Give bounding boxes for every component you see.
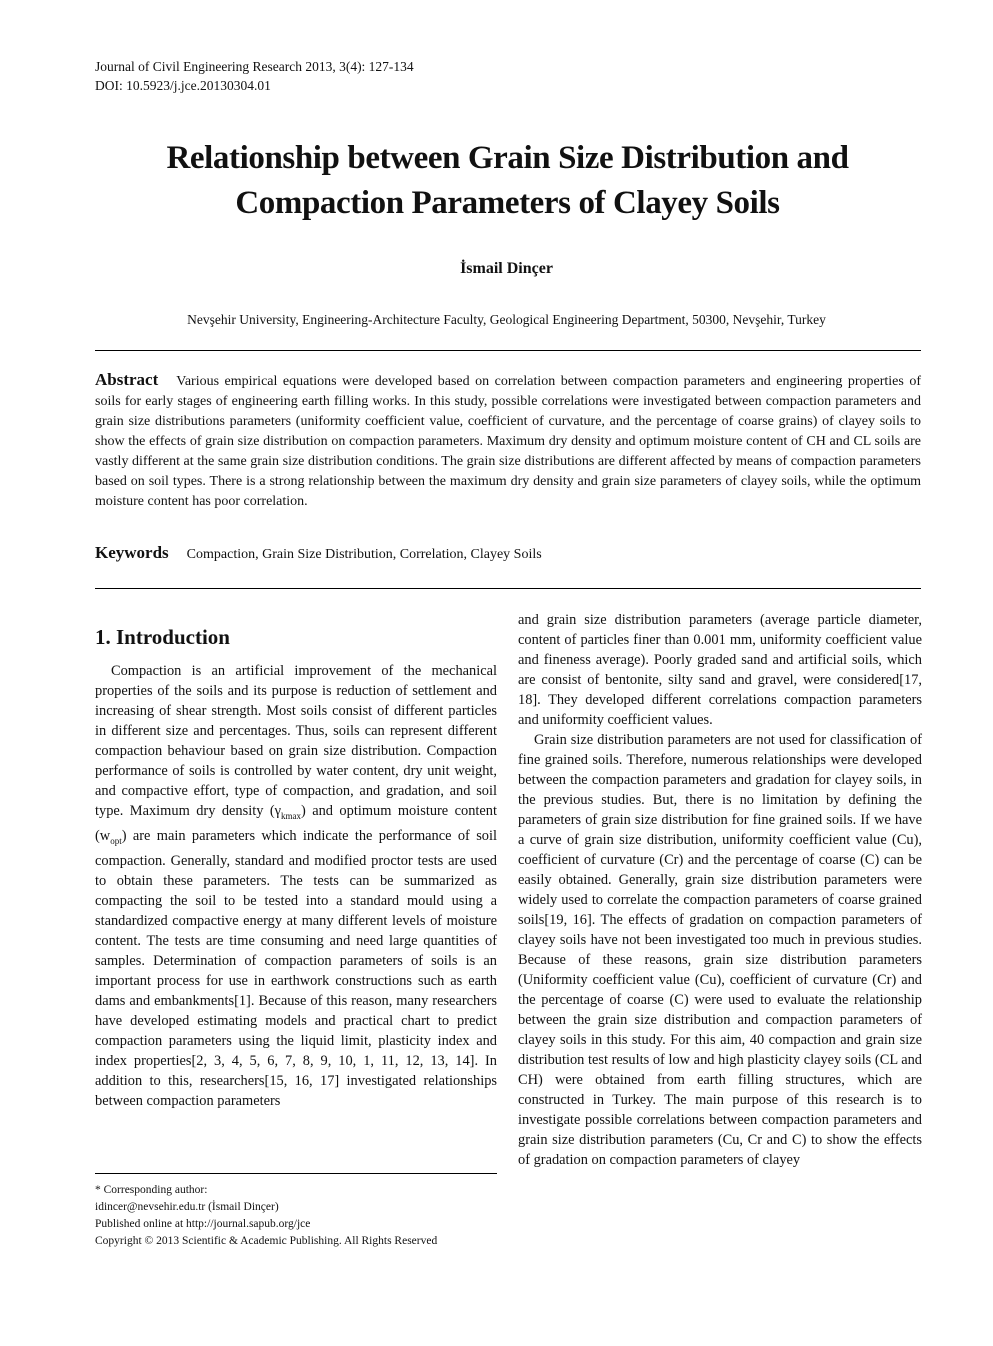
abstract-text: Various empirical equations were developed based on correlation between compaction parameters and engineering properties of soils for early stages of engineering earth filling works. In this study, possible correlations were investigated between compaction parameters and grain size distributions parameters (uniformity coefficient value, coefficient of curvature, and the percentage of coarse grains) of clayey soils to show the effects of grain size distribution on compaction parameters. Maximum dry density and optimum moisture content of CH and CL soils are vastly different at the same grain size distribution conditions. The grain size distributions are different affected by means of compaction parameters based on soil types. There is a strong relationship between the maximum dry density and grain size parameters of clayey soils, while the optimum moisture content has poor correlation. bbox=[95, 374, 921, 509]
intro-paragraph-1 bbox=[95, 661, 497, 1111]
w-subscript: opt bbox=[110, 835, 122, 846]
author-affiliation: Nevşehir University, Engineering-Architecture Faculty, Geological Engineering Department, 50300, Nevşehir, Turkey bbox=[187, 312, 826, 327]
intro-text-b: ) and optimum moisture content (w bbox=[95, 803, 497, 844]
keywords-label: Keywords bbox=[95, 543, 169, 562]
title-line-2: Compaction Parameters of Clayey Soils bbox=[235, 185, 780, 221]
footnote-block bbox=[95, 1182, 437, 1250]
right-column bbox=[518, 610, 922, 1170]
intro-text-a: Compaction is an artificial improvement of the mechanical properties of the soils and its purpose is reduction of settlement and increasing of shear strength. Most soils consist of different particles in different size and percentages. Thus, soils can represent different compaction behaviour based on grain size distribution. Compaction performance of soils is controlled by water content, dry unit weight, and compactive effort, type of compaction, and gradation, and soil type. Maximum dry density ( bbox=[95, 663, 497, 819]
intro-paragraph-2: Grain size distribution parameters are not used for classification of fine grained soils. Therefore, numerous relationships were developed between the compaction parameters and gradation for clayey soils, in the previous studies. But, there is no limitation by defining the parameters of grain size distribution for fine grained soils. If we have a curve of grain size distribution, uniformity coefficient value (Cu), coefficient of curvature (Cr) and the percentage of coarse (C) can be easily obtained. Generally, grain size distribution parameters were widely used to correlate the compaction parameters of coarse grained soils[19, 16]. The effects of gradation on compaction parameters of clayey soils have not been investigated too much in previous studies. Because of these reasons, grain size distribution parameters (Uniformity coefficient value (Cu), coefficient of curvature (Cr) and the percentage of coarse (C) were used to evaluate the relationship between the grain size distribution and compaction parameters of clayey soils in this study. For this aim, 40 compaction and grain size distribution test results of low and high plasticity clayey soils (CL and CH) were obtained from earth filling structures, which are constructed in Turkey. The main purpose of this research is to investigate possible correlations between compaction parameters and grain size distribution parameters (Cu, Cr and C) to show the effects of gradation on compaction parameters of clayey bbox=[518, 732, 922, 1168]
paper-title bbox=[60, 136, 955, 226]
section-heading-introduction: 1. Introduction bbox=[95, 625, 230, 649]
divider-top bbox=[95, 350, 921, 351]
keywords-block bbox=[95, 543, 921, 565]
author-name: İsmail Dinçer bbox=[460, 260, 553, 277]
divider-bottom bbox=[95, 588, 921, 589]
footnote-copyright: Copyright © 2013 Scientific & Academic Publishing. All Rights Reserved bbox=[95, 1235, 438, 1247]
footnote-corresponding: * Corresponding author: bbox=[95, 1184, 208, 1196]
keywords-text: Compaction, Grain Size Distribution, Correlation, Clayey Soils bbox=[186, 547, 542, 562]
footnote-published: Published online at http://journal.sapub.org/jce bbox=[95, 1218, 311, 1230]
footnote-email: idincer@nevsehir.edu.tr (İsmail Dinçer) bbox=[95, 1201, 279, 1213]
intro-paragraph-1-continued: and grain size distribution parameters (average particle diameter, content of particles finer than 0.001 mm, uniformity coefficient value and fineness average). Poorly graded sand and artificial soils, which are consist of bentonite, silty sand and gravel, were considered[17, 18]. They developed different correlations compaction parameters and uniformity coefficient values. bbox=[518, 612, 922, 728]
gamma-symbol: γ bbox=[274, 803, 281, 819]
abstract-label: Abstract bbox=[95, 370, 159, 389]
abstract-block bbox=[95, 370, 921, 512]
intro-text-c: ) are main parameters which indicate the performance of soil compaction. Generally, standard and modified proctor tests are used to obtain these parameters. The tests can be summarized as compacting the soil to be tested into a standard mould using a standardized compactive energy at many different levels of moisture content. The tests are time consuming and need large quantities of samples. Determination of compaction parameters of soils is an important process for use in earthwork constructions such as earth dams and embankments[1]. Because of this reason, many researchers have developed estimating models and practical chart to predict compaction parameters using the liquid limit, plasticity index and index properties[2, 3, 4, 5, 6, 7, 8, 9, 10, 1, 11, 12, 13, 14]. In addition to this, researchers[15, 16, 17] investigated relationships between compaction parameters bbox=[95, 827, 497, 1109]
journal-citation: Journal of Civil Engineering Research 2013, 3(4): 127-134 bbox=[95, 59, 414, 74]
left-column bbox=[95, 661, 497, 1111]
journal-header bbox=[95, 57, 414, 95]
gamma-subscript: kmax bbox=[280, 810, 301, 821]
title-line-1: Relationship between Grain Size Distribution and bbox=[166, 140, 849, 176]
journal-doi: DOI: 10.5923/j.jce.20130304.01 bbox=[95, 78, 271, 93]
footnote-divider bbox=[95, 1173, 497, 1174]
